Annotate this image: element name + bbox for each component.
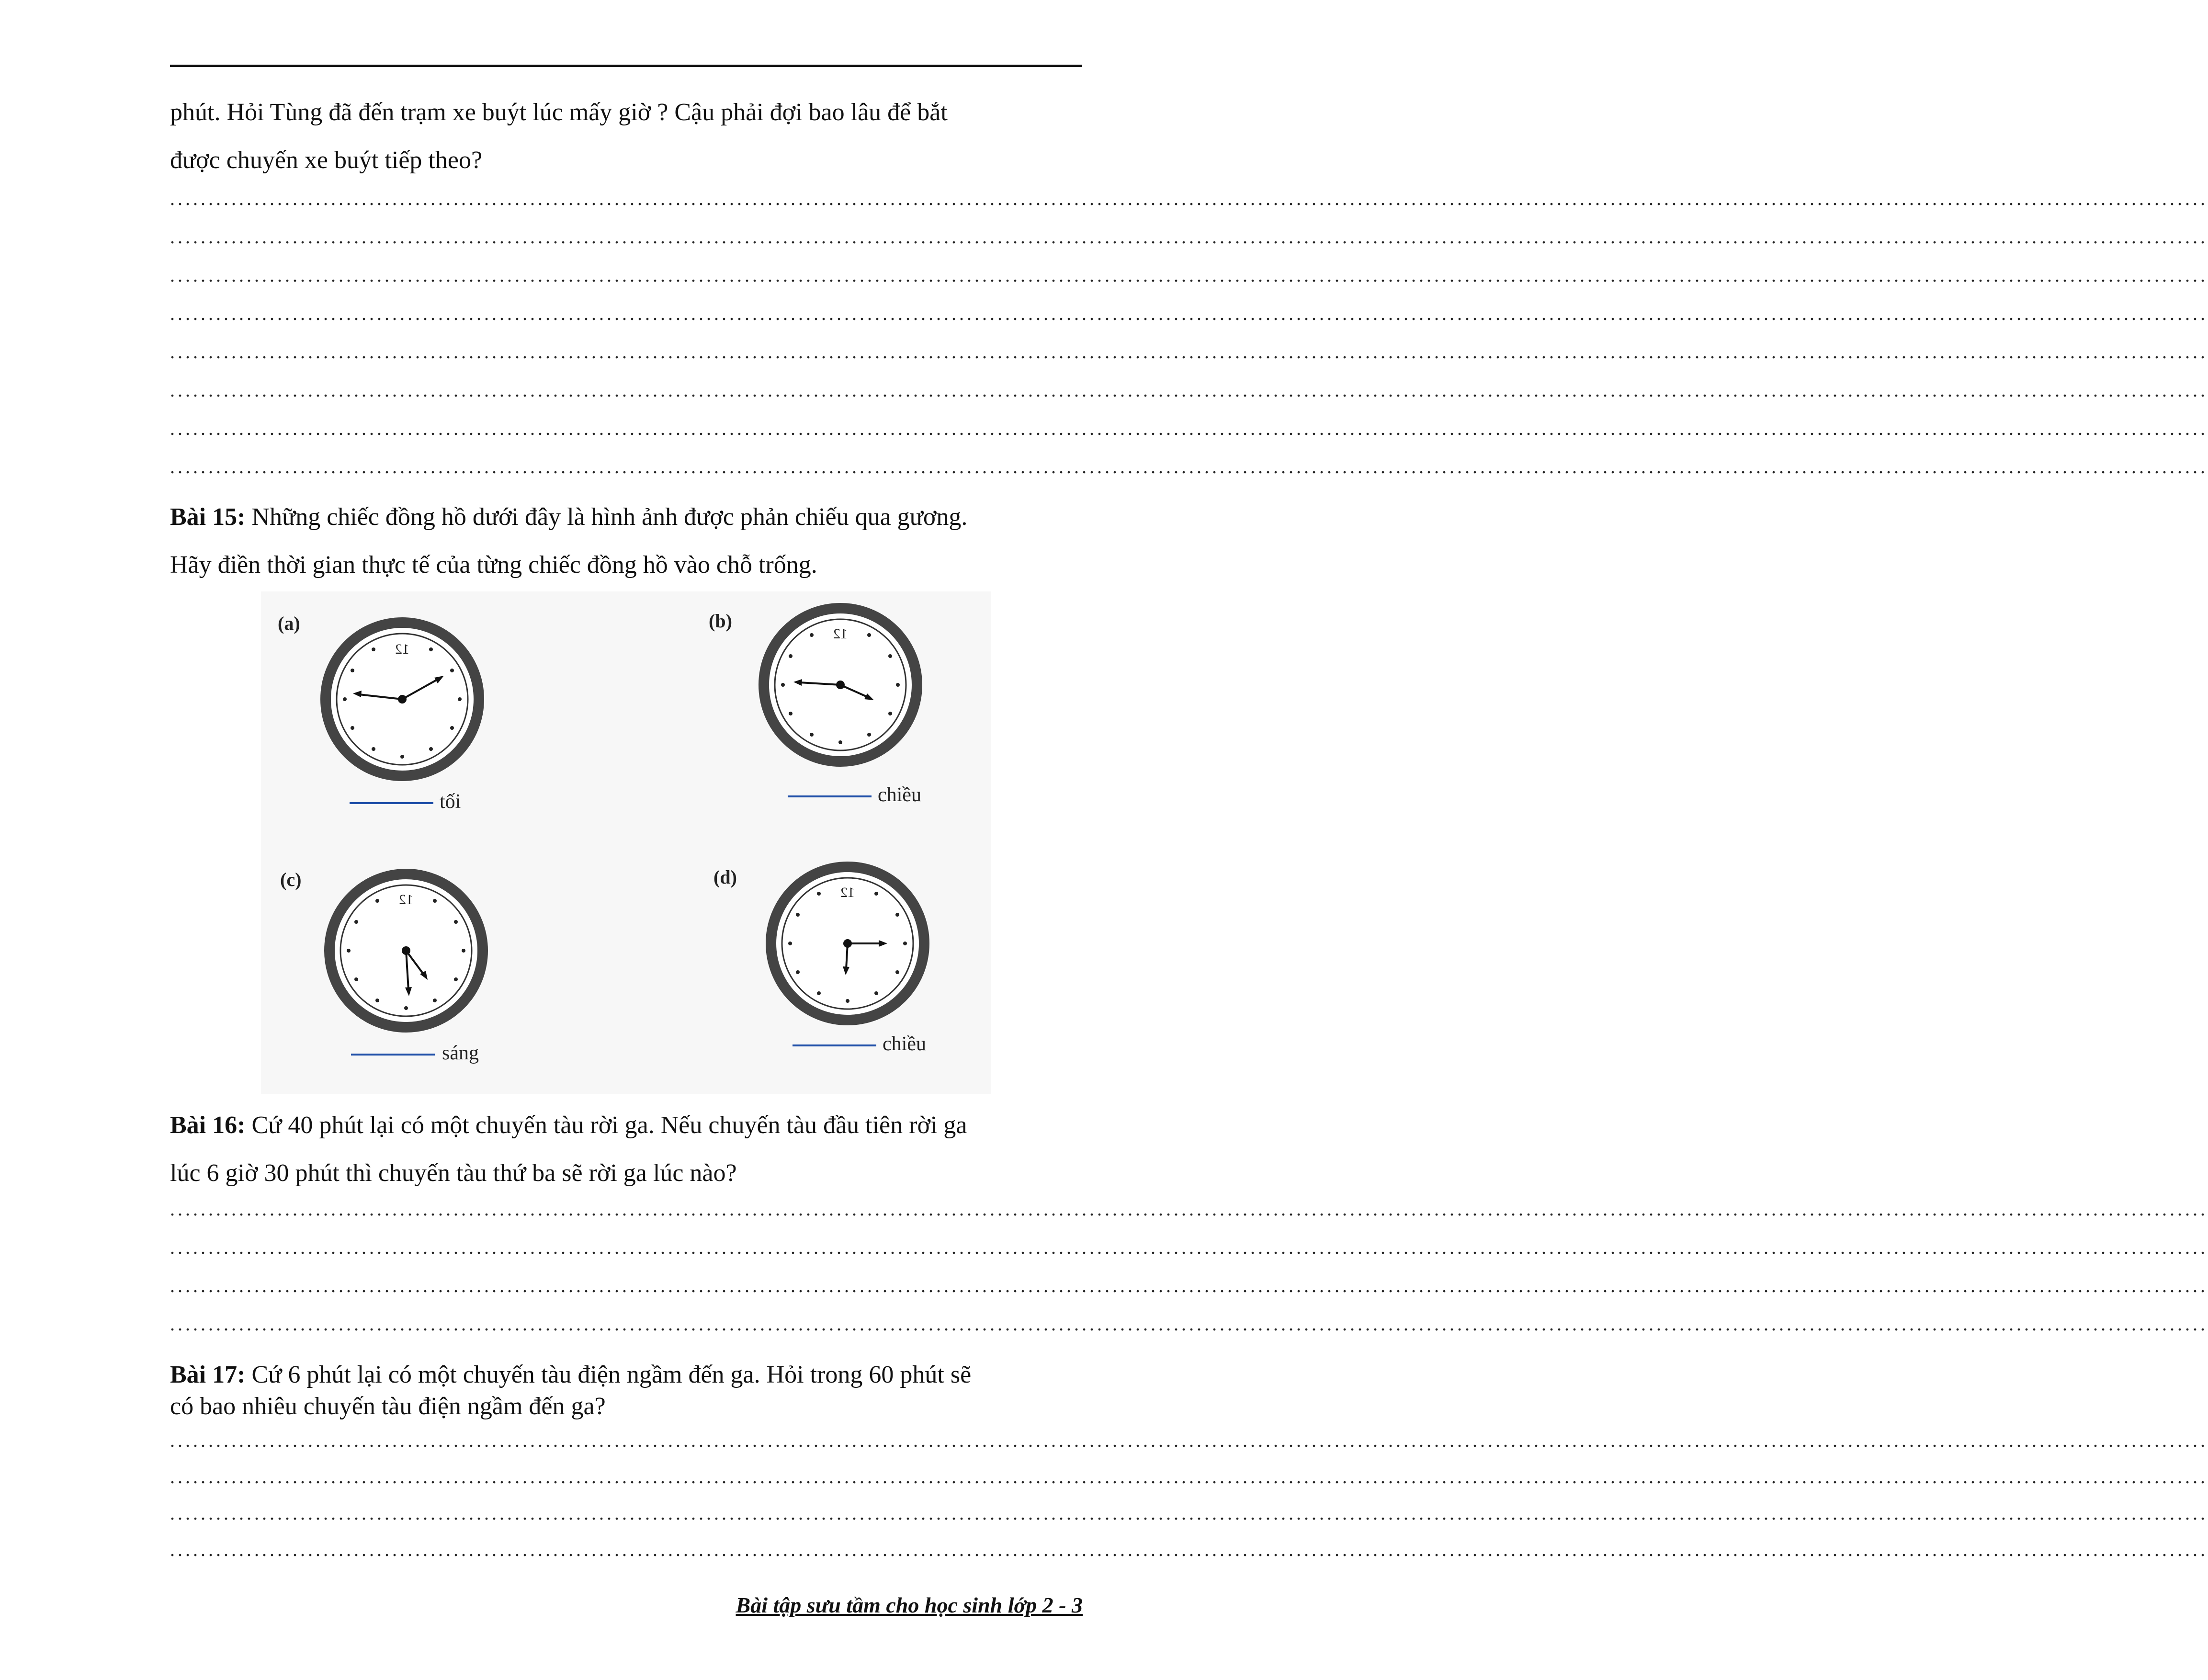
answer-line[interactable]: .......................................................................................................................................................................................................................................................................... <box>170 1237 2208 1258</box>
exercise-16-text: Cứ 40 phút lại có một chuyến tàu rời ga. Nếu chuyến tàu đầu tiên rời ga <box>245 1112 967 1139</box>
answer-line[interactable]: .......................................................................................................................................................................................................................................................................... <box>170 1502 2208 1524</box>
answer-line[interactable]: .......................................................................................................................................................................................................................................................................... <box>170 379 2208 401</box>
clock-a-tag: (a) <box>278 613 300 634</box>
answer-line[interactable]: .......................................................................................................................................................................................................................................................................... <box>170 1313 2208 1335</box>
exercise-17-line-2: có bao nhiêu chuyến tàu điện ngầm đến ga? <box>170 1393 606 1420</box>
clock-c-tag: (c) <box>280 869 302 890</box>
exercise-16-label: Bài 16: <box>170 1112 246 1139</box>
exercise-17-text: Cứ 6 phút lại có một chuyến tàu điện ngầm đến ga. Hỏi trong 60 phút sẽ <box>245 1361 972 1388</box>
answer-line[interactable]: .......................................................................................................................................................................................................................................................................... <box>170 1466 2208 1487</box>
clock-b-caption: chiều <box>878 784 921 806</box>
clock-a <box>278 613 479 813</box>
answer-line[interactable]: .......................................................................................................................................................................................................................................................................... <box>170 226 2208 248</box>
intro-line-2: được chuyến xe buýt tiếp theo? <box>170 147 483 174</box>
header-rule <box>170 65 1082 67</box>
exercise-16-line-2: lúc 6 giờ 30 phút thì chuyến tàu thứ ba sẽ rời ga lúc nào? <box>170 1159 737 1187</box>
exercise-17-label: Bài 17: <box>170 1361 246 1388</box>
answer-line[interactable]: .......................................................................................................................................................................................................................................................................... <box>170 188 2208 209</box>
clock-c-caption: sáng <box>442 1042 479 1064</box>
answer-line[interactable]: .......................................................................................................................................................................................................................................................................... <box>170 1430 2208 1451</box>
exercise-15-text: Những chiếc đồng hồ dưới đây là hình ảnh được phản chiếu qua gương. <box>245 503 968 531</box>
answer-line[interactable]: .......................................................................................................................................................................................................................................................................... <box>170 456 2208 477</box>
clock-b-numeral: 12 <box>833 626 848 642</box>
clock-a-numeral: 12 <box>395 641 409 657</box>
answer-line[interactable]: .......................................................................................................................................................................................................................................................................... <box>170 341 2208 363</box>
answer-line[interactable]: .......................................................................................................................................................................................................................................................................... <box>170 418 2208 439</box>
clock-a-caption: tối <box>440 791 461 813</box>
answer-line[interactable]: .......................................................................................................................................................................................................................................................................... <box>170 303 2208 324</box>
clock-b <box>709 608 921 806</box>
clock-d-numeral: 12 <box>840 885 855 900</box>
exercise-16 <box>170 1101 2208 1343</box>
exercise-15 <box>170 493 1082 589</box>
mirrored-clocks-figure <box>261 591 991 1094</box>
answer-line[interactable]: .......................................................................................................................................................................................................................................................................... <box>170 264 2208 286</box>
answer-line[interactable]: .......................................................................................................................................................................................................................................................................... <box>170 1275 2208 1296</box>
clock-b-tag: (b) <box>709 610 732 632</box>
clock-d-tag: (d) <box>713 866 737 888</box>
clock-c <box>280 869 483 1064</box>
clock-d <box>713 866 926 1055</box>
exercise-15-label: Bài 15: <box>170 503 246 531</box>
answer-line[interactable]: .......................................................................................................................................................................................................................................................................... <box>170 1198 2208 1220</box>
intro-section <box>170 89 2208 486</box>
clock-c-numeral: 12 <box>399 892 413 908</box>
exercise-17 <box>170 1359 2208 1568</box>
intro-line-1: phút. Hỏi Tùng đã đến trạm xe buýt lúc mấy giờ ? Cậu phải đợi bao lâu để bắt <box>170 99 948 126</box>
clock-d-caption: chiều <box>883 1033 926 1055</box>
answer-line[interactable]: .......................................................................................................................................................................................................................................................................... <box>170 1539 2208 1560</box>
footer-note: Bài tập sưu tầm cho học sinh lớp 2 - 3 <box>736 1593 1083 1617</box>
exercise-15-line-2: Hãy điền thời gian thực tế của từng chiếc đồng hồ vào chỗ trống. <box>170 551 817 579</box>
